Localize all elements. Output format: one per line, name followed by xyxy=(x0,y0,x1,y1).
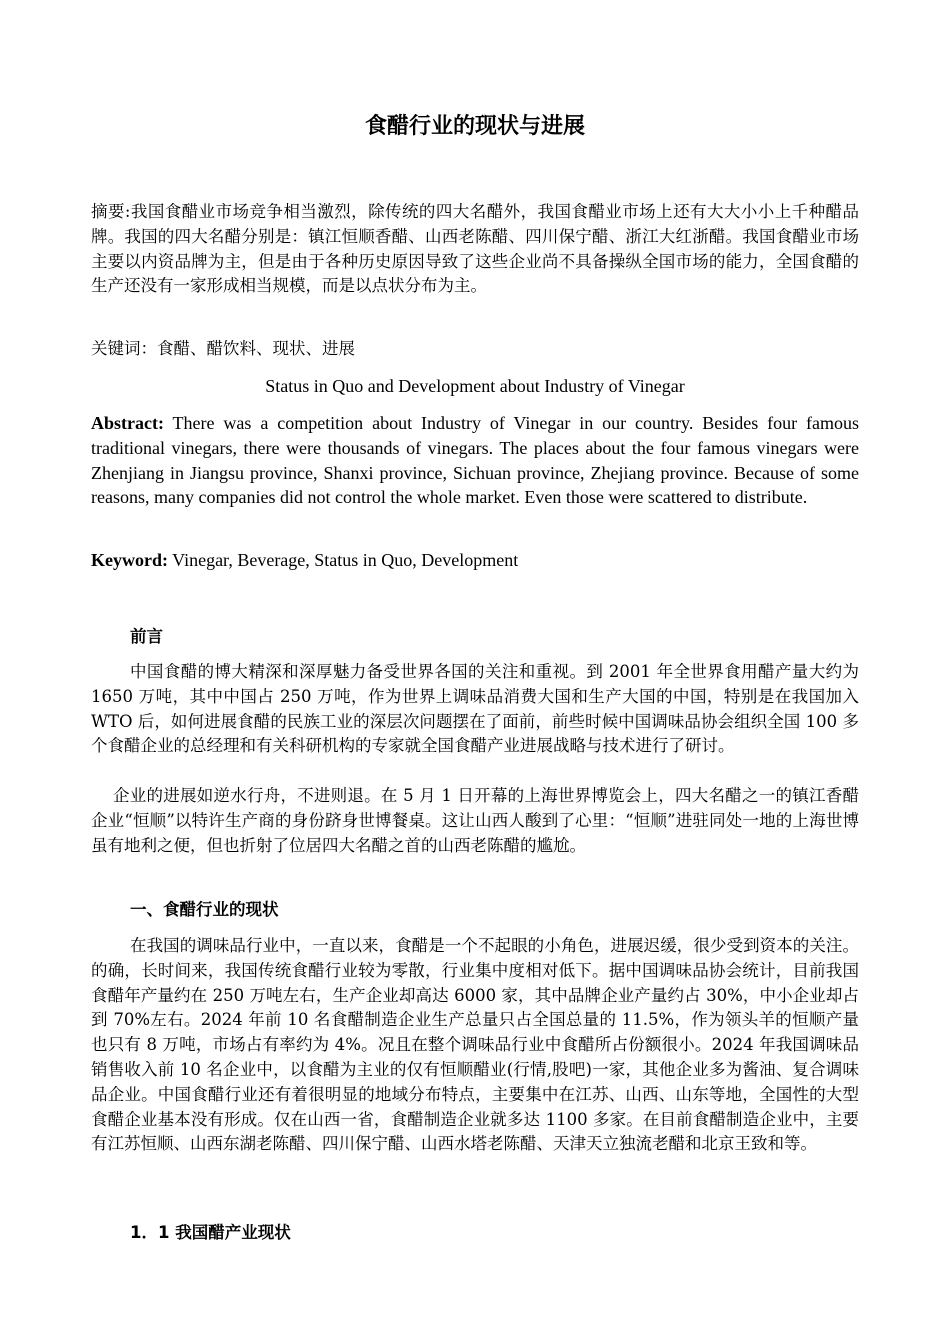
preface-paragraph-2: 企业的进展如逆水行舟，不进则退。在 5 月 1 日开幕的上海世界博览会上，四大名醋之一的镇江香醋企业“恒顺”以特许生产商的身份跻身世博餐桌。这让山西人酸到了心里：“恒顺”进驻同处一地的上海世博虽有地利之便，但也折射了位居四大名醋之首的山西老陈醋的尴尬。 xyxy=(91,786,859,855)
abstract-cn-text: :我国食醋业市场竞争相当激烈，除传统的四大名醋外，我国食醋业市场上还有大大小小上千种醋品牌。我国的四大名醋分别是：镇江恒顺香醋、山西老陈醋、四川保宁醋、浙江大红浙醋。我国食醋业市场主要以内资品牌为主，但是由于各种历史原因导致了这些企业尚不具备操纵全国市场的能力，全国食醋的生产还没有一家形成相当规模，而是以点状分布为主。 xyxy=(91,202,860,296)
keywords-en xyxy=(91,548,859,573)
subsection-1-1-heading: 1．1 我国醋产业现状 xyxy=(130,1223,291,1242)
keywords-en-text: Vinegar, Beverage, Status in Quo, Development xyxy=(167,550,519,570)
preface-paragraph-1: 中国食醋的博大精深和深厚魅力备受世界各国的关注和重视。到 2001 年全世界食用醋产量大约为 1650 万吨，其中中国占 250 万吨，作为世界上调味品消费大国和生产大国的中国，特别是在我国加入 WTO 后，如何进展食醋的民族工业的深层次问题摆在了面前，前些时候中国调味品协会组织全国 100 多个食醋企业的总经理和有关科研机构的专家就全国食醋产业进展战略与技术进行了研讨。 xyxy=(91,662,859,756)
keywords-en-label: Keyword: xyxy=(91,550,168,570)
section-1-paragraph-1: 在我国的调味品行业中，一直以来，食醋是一个不起眼的小角色，进展迟缓，很少受到资本的关注。的确，长时间来，我国传统食醋行业较为零散，行业集中度相对低下。据中国调味品协会统计，目前我国食醋年产量约在 250 万吨左右，生产企业却高达 6000 家，其中品牌企业产量约占 30%，中小企业却占到 70%左右。2024 年前 10 名食醋制造企业生产总量只占全国总量的 11.5%，作为领头羊的恒顺产量也只有 8 万吨，市场占有率约为 4%。况且在整个调味品行业中食醋所占份额很小。2024 年我国调味品销售收入前 10 名企业中，以食醋为主业的仅有恒顺醋业(行情,股吧)一家，其他企业多为酱油、复合调味品企业。中国食醋行业还有着很明显的地域分布特点，主要集中在江苏、山西、山东等地，全国性的大型食醋企业基本没有形成。仅在山西一省，食醋制造企业就多达 1100 多家。在目前食醋制造企业中，主要有江苏恒顺、山西东湖老陈醋、四川保宁醋、山西水塔老陈醋、天津天立独流老醋和北京王致和等。 xyxy=(91,936,859,1154)
document-title: 食醋行业的现状与进展 xyxy=(364,114,585,139)
english-title: Status in Quo and Development about Industry of Vinegar xyxy=(265,376,685,396)
abstract-en-label: Abstract: xyxy=(91,413,164,433)
abstract-en-text: There was a competition about Industry of Vinegar in our country. Besides four famous traditional vinegars, there were thousands of vinegars. The places about the four famous vinegars were Zhenjiang in Jiangsu province, Shanxi province, Sichuan province, Zhejiang province. Because of some reasons, many companies did not control the whole market. Even those were scattered to distribute. xyxy=(91,413,859,508)
keywords-cn-label: 关键词： xyxy=(91,339,157,358)
abstract-cn xyxy=(91,200,859,299)
keywords-cn-text: 食醋、醋饮料、现状、进展 xyxy=(157,339,355,358)
abstract-cn-label: 摘要 xyxy=(91,202,125,221)
section-1-heading: 一、食醋行业的现状 xyxy=(130,900,279,919)
preface-heading: 前言 xyxy=(130,627,163,646)
keywords-cn xyxy=(91,337,859,362)
abstract-en xyxy=(91,411,859,510)
